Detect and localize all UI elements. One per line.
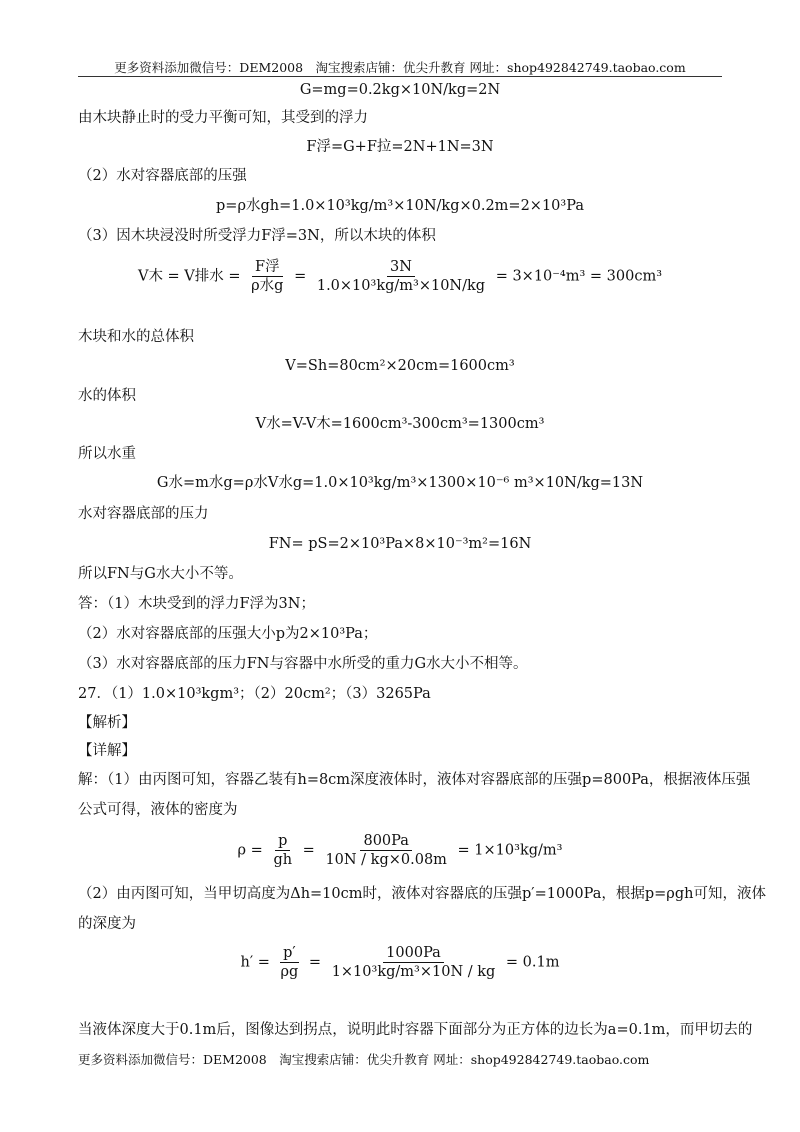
text-line: （3）因木块浸没时所受浮力F浮=3N，所以木块的体积 [78,228,436,244]
answer-line: （3）水对容器底部的压力FN与容器中水所受的重力G水大小不相等。 [78,656,528,672]
equation-force: FN= pS=2×10³Pa×8×10⁻³m²=16N [268,536,532,552]
fraction: $\frac{1000Pa}{\text{1×10³kg/m³×10N / kg}}$ [331,945,496,980]
fraction: $\frac{800Pa}{10N / kg\times 0.08m}$ [325,833,447,868]
text-line: 所以FN与G水大小不等。 [78,566,243,582]
text-line: 解：（1）由丙图可知，容器乙装有h=8cm深度液体时，液体对容器底部的压强p=800Pa，根据液体压强 [78,772,751,788]
equation-density: ρ = $\frac{p}{gh}$ = $\frac{800Pa}{10N / kg\times 0.08m}$ = 1×10³kg/m³ [237,833,563,868]
answer-line: 答：（1）木块受到的浮力F浮为3N； [78,596,315,612]
fraction: $\frac{3N}{\text{1.0×10³kg/m³×10N/kg}}$ [316,259,486,294]
text-line: 当液体深度大于0.1m后，图像达到拐点，说明此时容器下面部分为正方体的边长为a=0.1m，而甲切去的 [78,1022,753,1038]
text-line: 所以水重 [78,446,136,462]
text-line: 水对容器底部的压力 [78,506,209,522]
equation-pressure: p=ρ水gh=1.0×10³kg/m³×10N/kg×0.2m=2×10³Pa [216,198,584,214]
text-line: （2）由丙图可知，当甲切高度为Δh=10cm时，液体对容器底的压强p′=1000Pa，根据p=ρgh可知，液体 [78,886,766,902]
text-line: 木块和水的总体积 [78,329,194,345]
equation-water-weight: G水=m水g=ρ水V水g=1.0×10³kg/m³×1300×10⁻⁶ m³×10N/kg=13N [156,475,644,491]
section-heading: 【解析】 [78,715,136,731]
text-line: 水的体积 [78,388,136,404]
fraction: $\frac{p'}{\rho g}$ [280,945,299,980]
section-heading: 【详解】 [78,743,136,759]
page-footer: 更多资料添加微信号：DEM2008 淘宝搜索店铺：优尖升教育 网址：shop492842749.taobao.com [78,1052,650,1067]
header-rule [78,76,722,77]
text-line: （2）水对容器底部的压强 [78,168,247,184]
equation-block-volume: V木 = V排水 = $\frac{\text{F浮}}{\text{ρ水g}}$ = $\frac{3N}{\text{1.0×10³kg/m³×10N/kg}}$ = 3×10⁻⁴m³ = 300cm³ [137,259,663,294]
equation-depth: h′ = $\frac{p'}{\rho g}$ = $\frac{1000Pa}{\text{1×10³kg/m³×10N / kg}}$ = 0.1m [240,945,560,980]
equation-water-volume: V水=V-V木=1600cm³-300cm³=1300cm³ [255,416,545,432]
equation-gravity: G=mg=0.2kg×10N/kg=2N [299,82,501,98]
question-answer-27: 27．（1）1.0×10³kgm³；（2）20cm²；（3）3265Pa [78,686,431,702]
answer-line: （2）水对容器底部的压强大小p为2×10³Pa； [78,626,378,642]
text-line: 的深度为 [78,916,136,932]
fraction: $\frac{\text{F浮}}{\text{ρ水g}}$ [251,259,284,294]
text-line: 公式可得，液体的密度为 [78,802,238,818]
page-header: 更多资料添加微信号：DEM2008 淘宝搜索店铺：优尖升教育 网址：shop492842749.taobao.com [114,60,686,75]
text-line: 由木块静止时的受力平衡可知，其受到的浮力 [78,110,368,126]
equation-buoyancy: F浮=G+F拉=2N+1N=3N [306,139,494,155]
equation-total-volume: V=Sh=80cm²×20cm=1600cm³ [285,358,515,374]
fraction: $\frac{p}{gh}$ [273,833,293,868]
